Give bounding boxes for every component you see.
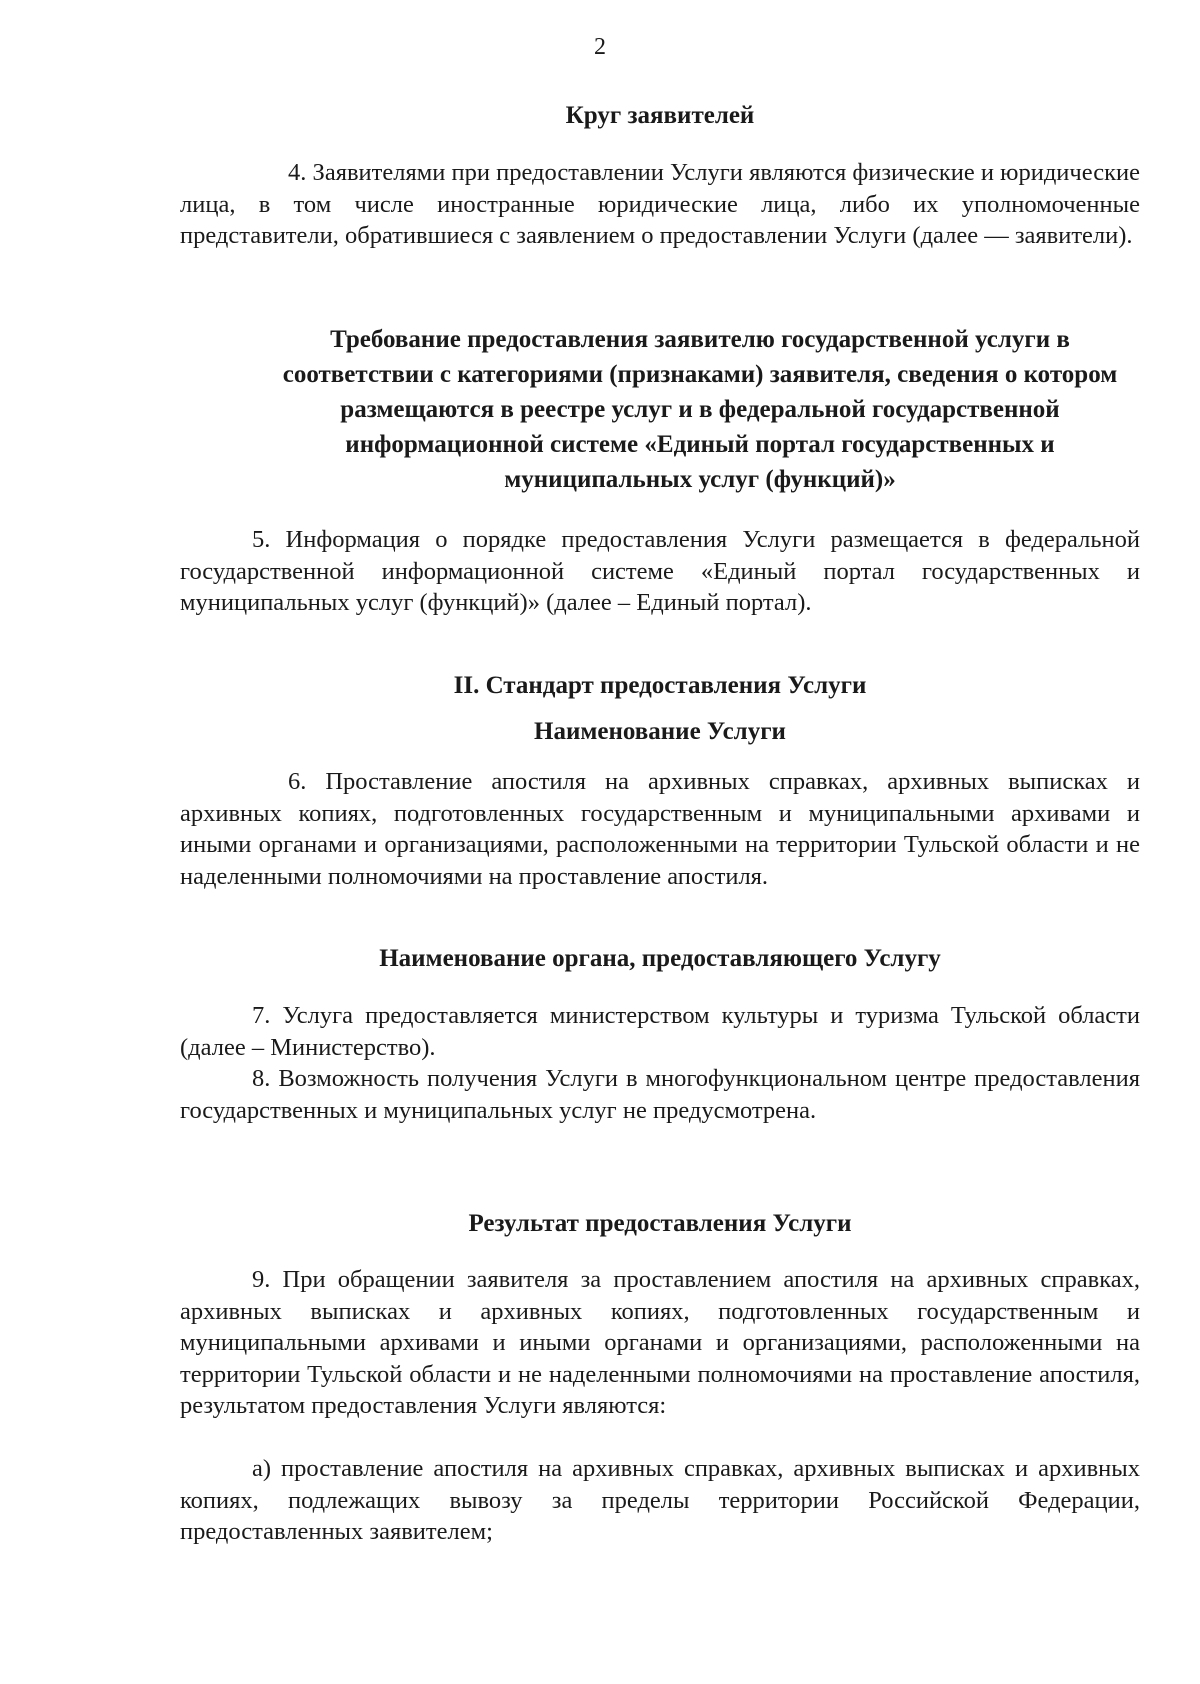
paragraph-7: 7. Услуга предоставляется министерством культуры и туризма Тульской области (далее – Министерство). [180,1002,1140,1061]
section-heading-authority: Наименование органа, предоставляющего Услугу [379,945,941,972]
page-number: 2 [594,34,606,60]
section-heading-applicants: Круг заявителей [565,102,755,129]
paragraph-8: 8. Возможность получения Услуги в многофункциональном центре предоставления государственных и муниципальных услуг не предусмотрена. [180,1065,1140,1124]
section-heading-service-name: Наименование Услуги [534,718,786,745]
paragraph-4: 4. Заявителями при предоставлении Услуги являются физические и юридические лица, в том числе иностранные юридические лица, либо их уполномоченные представители, обратившиеся с заявлением о предоставлении Услуги (далее — заявители). [180,159,1140,249]
section-heading-requirement: Требование предоставления заявителю государственной услуги в соответствии с категориями (признаками) заявителя, сведения о котором размещаются в реестре услуг и в федеральной государственной информационной системе «Единый портал государственных и муниципальных услуг (функций)» [282,326,1118,493]
paragraph-9: 9. При обращении заявителя за проставлением апостиля на архивных справках, архивных выписках и архивных копиях, подготовленных государственным и муниципальными архивами и иными органами и организациями, расположенными на территории Тульской области и не наделенными полномочиями на проставление апостиля, результатом предоставления Услуги являются: [180,1266,1140,1419]
paragraph-5: 5. Информация о порядке предоставления Услуги размещается в федеральной государственной информационной системе «Единый портал государственных и муниципальных услуг (функций)» (далее – Единый портал). [180,526,1140,616]
paragraph-9a: а) проставление апостиля на архивных справках, архивных выписках и архивных копиях, подлежащих вывозу за пределы территории Российской Федерации, предоставленных заявителем; [180,1455,1140,1545]
section-heading-result: Результат предоставления Услуги [468,1210,852,1237]
section-heading-standard: II. Стандарт предоставления Услуги [453,672,867,699]
paragraph-6: 6. Проставление апостиля на архивных справках, архивных выписках и архивных копиях, подготовленных государственным и муниципальными архивами и иными органами и организациями, расположенными на территории Тульской области и не наделенными полномочиями на проставление апостиля. [180,768,1140,890]
